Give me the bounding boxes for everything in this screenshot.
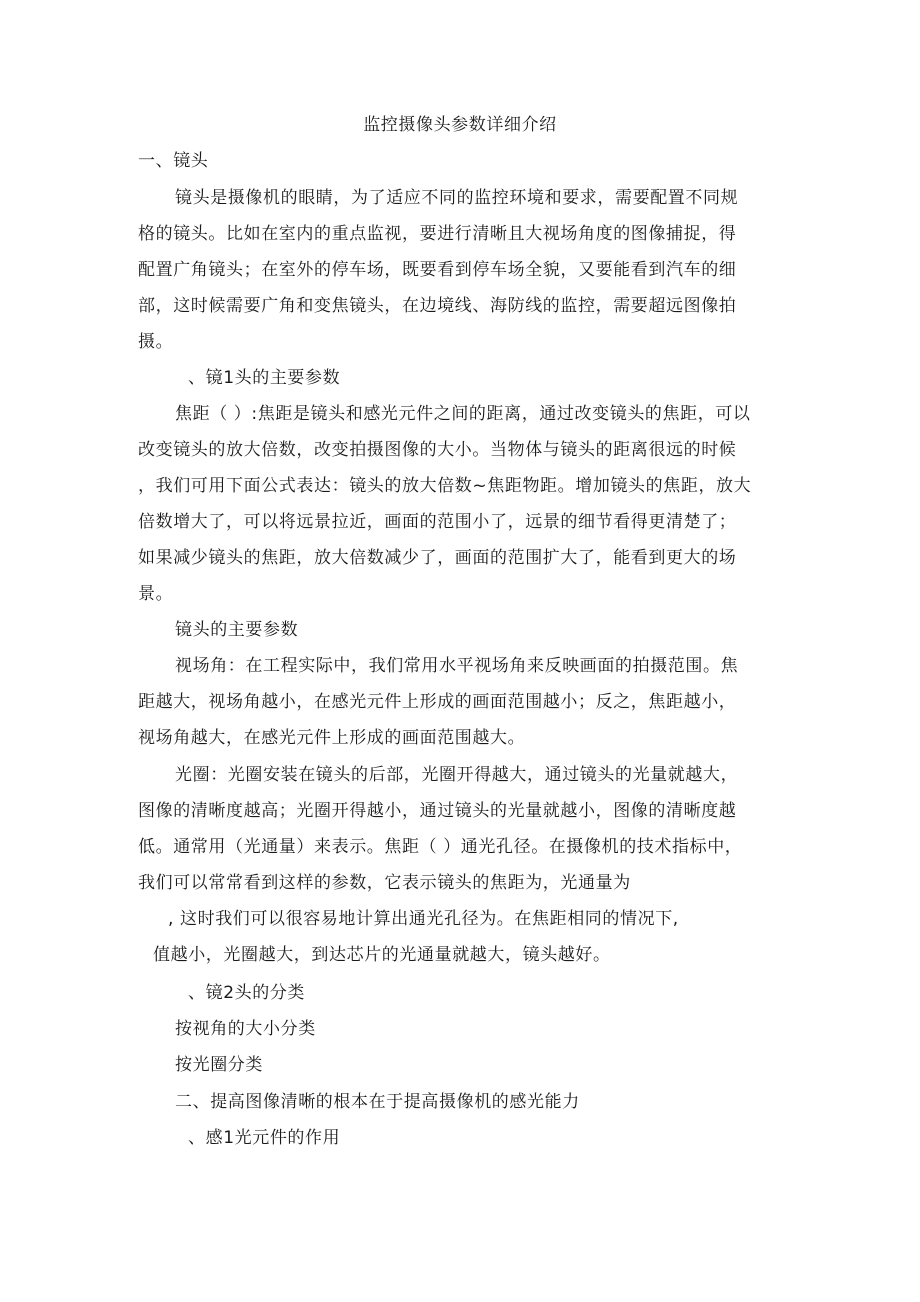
paragraph-line: 视场角越大，在感光元件上形成的画面范围越大。 (138, 728, 526, 748)
paragraph-line: 镜头是摄像机的眼睛，为了适应不同的监控环境和要求，需要配置不同规 (175, 188, 739, 208)
document-title: 监控摄像头参数详细介绍 (363, 115, 557, 135)
paragraph-line: 部，这时候需要广角和变焦镜头，在边境线、海防线的监控，需要超远图像拍 (138, 296, 737, 316)
list-item: 按视角的大小分类 (175, 1019, 316, 1039)
paragraph-line: 距越大，视场角越小，在感光元件上形成的画面范围越小；反之，焦距越小， (138, 692, 737, 712)
subheading-main-params: 镜头的主要参数 (175, 620, 299, 640)
paragraph-line: 如果减少镜头的焦距，放大倍数减少了，画面的范围扩大了，能看到更大的场 (138, 548, 737, 568)
section-heading-clarity: 二、提高图像清晰的根本在于提高摄像机的感光能力 (175, 1092, 580, 1112)
paragraph-line: ，我们可用下面公式表达：镜头的放大倍数~焦距物距。增加镜头的焦距，放大 (138, 476, 752, 496)
paragraph-line: 摄。 (138, 332, 174, 352)
paragraph-line: 改变镜头的放大倍数，改变拍摄图像的大小。当物体与镜头的距离很远的时候 (138, 440, 737, 460)
subheading-sensor-role: 、感1光元件的作用 (188, 1128, 341, 1148)
paragraph-line: 视场角：在工程实际中，我们常用水平视场角来反映画面的拍摄范围。焦 (175, 656, 739, 676)
subheading-lens-params: 、镜1头的主要参数 (188, 368, 341, 388)
list-item: 按光圈分类 (175, 1055, 263, 1075)
paragraph-line: 格的镜头。比如在室内的重点监视，要进行清晰且大视场角度的图像捕捉，得 (138, 224, 737, 244)
paragraph-line: 图像的清晰度越高；光圈开得越小，通过镜头的光量就越小，图像的清晰度越 (138, 801, 737, 821)
paragraph-line: 低。通常用（光通量）来表示。焦距（ ）通光孔径。在摄像机的技术指标中， (138, 837, 743, 857)
paragraph-line: , 这时我们可以很容易地计算出通光孔径为。在焦距相同的情况下, (168, 909, 679, 929)
paragraph-line: 倍数增大了，可以将远景拉近，画面的范围小了，远景的细节看得更清楚了； (138, 512, 737, 532)
paragraph-line: 光圈：光圈安装在镜头的后部，光圈开得越大，通过镜头的光量就越大， (175, 765, 739, 785)
paragraph-line: 值越小，光圈越大，到达芯片的光通量就越大，镜头越好。 (153, 945, 611, 965)
paragraph-line: 我们可以常常看到这样的参数，它表示镜头的焦距为，光通量为 (138, 873, 631, 893)
paragraph-line: 配置广角镜头；在室外的停车场，既要看到停车场全貌，又要能看到汽车的细 (138, 260, 737, 280)
paragraph-line: 焦距（ ）:焦距是镜头和感光元件之间的距离，通过改变镜头的焦距，可以 (175, 404, 751, 424)
paragraph-line: 景。 (138, 584, 174, 604)
subheading-lens-classification: 、镜2头的分类 (188, 983, 306, 1003)
section-heading-lens: 一、镜头 (138, 151, 209, 171)
